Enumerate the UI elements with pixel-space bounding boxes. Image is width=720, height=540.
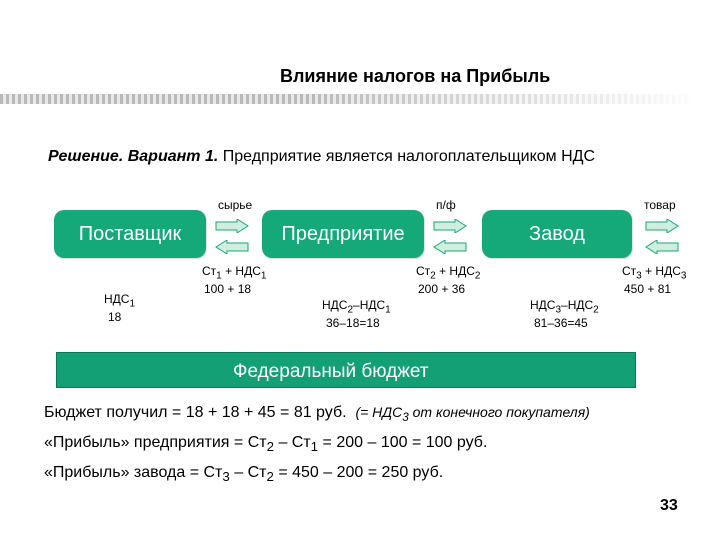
arrow-left-icon xyxy=(433,240,467,254)
box-factory: Завод xyxy=(482,210,632,258)
arrow-right-icon xyxy=(215,219,249,233)
arrow-left-icon xyxy=(645,240,679,254)
federal-budget-label: Федеральный бюджет xyxy=(233,361,429,382)
st2-values: 200 + 36 xyxy=(418,282,466,296)
vat32-formula: $НДС_3-НДС_2$ xyxy=(530,298,599,316)
vat1-label: $НДС_1$ xyxy=(104,292,136,310)
vat21-calc: 36–18=18 xyxy=(326,316,380,330)
arrow-right-icon xyxy=(645,219,679,233)
factory-profit-line: «Прибыль» завода = $Ст_3 - Ст_2 = 450 - 200 = 250$ руб. xyxy=(44,464,444,485)
page-number: 33 xyxy=(660,497,678,514)
budget-received-line: Бюджет получил = 18 + 18 + 45 = 81 руб. (= $НДС_3$ от конечного покупателя) xyxy=(44,404,590,424)
box-supplier: Поставщик xyxy=(54,210,206,258)
label-goods: товар xyxy=(644,198,676,212)
st1-formula: $Ст_1 + НДС_1$ xyxy=(202,264,267,282)
box-enterprise: Предприятие xyxy=(262,210,424,258)
label-raw: сырье xyxy=(218,198,253,212)
st3-formula: $Ст_3 + НДС_3$ xyxy=(622,264,687,282)
st1-values: 100 + 18 xyxy=(204,282,252,296)
solution-prefix: Решение. xyxy=(48,148,128,165)
label-pf: п/ф xyxy=(436,198,456,212)
enterprise-profit-line: «Прибыль» предприятия = $Ст_2 - Ст_1 = 200 - 100 = 100$ руб. xyxy=(44,434,488,455)
vat21-formula: $НДС_2-НДС_1$ xyxy=(322,298,391,316)
solution-text xyxy=(48,148,595,166)
vat1-value: 18 xyxy=(108,310,122,324)
solution-variant: Вариант 1. xyxy=(127,148,219,165)
federal-budget-bar xyxy=(56,352,636,388)
st2-formula: $Ст_2 + НДС_2$ xyxy=(416,264,481,282)
arrow-right-icon xyxy=(433,219,467,233)
page-title: Влияние налогов на Прибыль xyxy=(280,66,551,86)
st3-values: 450 + 81 xyxy=(624,282,672,296)
solution-body: Предприятие является налогоплательщиком НДС xyxy=(218,148,596,165)
vat32-calc: 81–36=45 xyxy=(534,316,588,330)
arrow-left-icon xyxy=(215,240,249,254)
header-pattern xyxy=(0,94,690,104)
